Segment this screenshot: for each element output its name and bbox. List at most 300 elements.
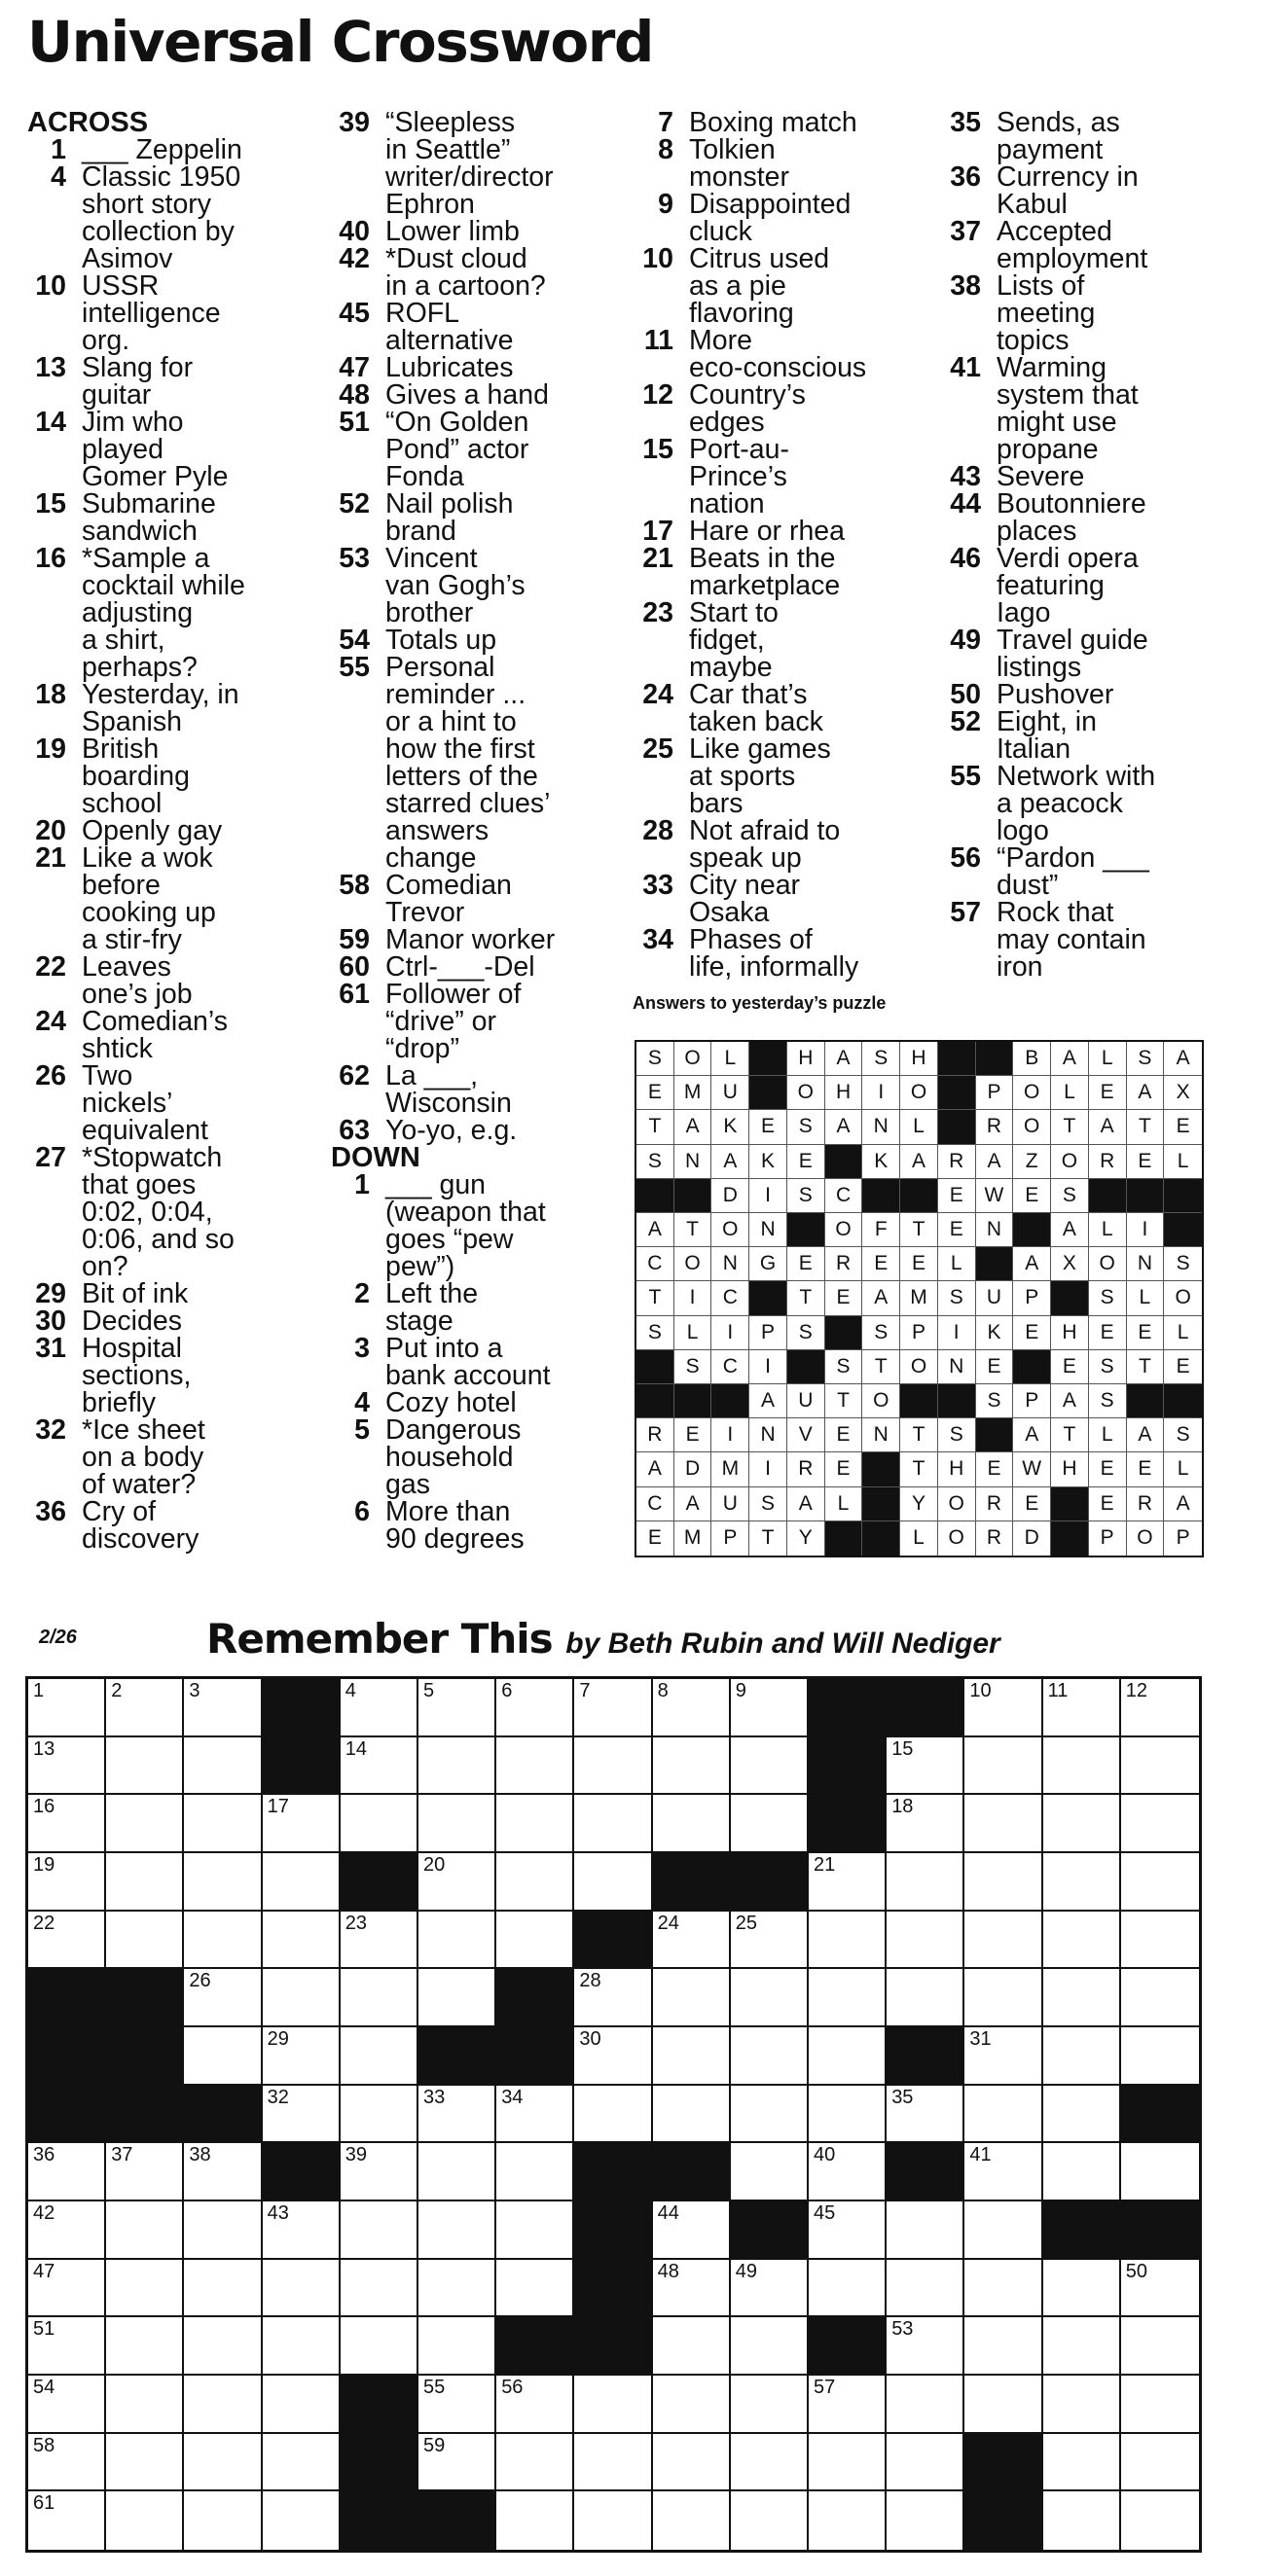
grid-cell[interactable] (964, 2376, 1042, 2434)
grid-cell[interactable] (28, 1853, 106, 1912)
grid-cell[interactable] (809, 2260, 887, 2318)
grid-cell[interactable] (809, 1912, 887, 1970)
grid-cell[interactable] (263, 2491, 341, 2550)
grid-cell[interactable] (263, 2434, 341, 2492)
down-clue-28[interactable] (635, 817, 931, 872)
grid-cell[interactable] (1121, 2317, 1199, 2376)
grid-cell[interactable] (496, 2143, 574, 2201)
grid-cell[interactable] (809, 2086, 887, 2144)
grid-cell[interactable] (574, 1853, 652, 1912)
clue-number: 5 (354, 1414, 370, 1446)
grid-cell[interactable] (574, 1795, 652, 1853)
clue-line: (weapon that (385, 1197, 546, 1228)
grid-cell[interactable] (964, 2027, 1042, 2086)
across-clue-53[interactable] (331, 545, 628, 626)
grid-cell[interactable] (731, 2086, 809, 2144)
across-clue-55[interactable] (331, 654, 628, 872)
grid-block (341, 2376, 418, 2434)
grid-cell[interactable] (964, 1912, 1042, 1970)
clue-number: 57 (950, 897, 981, 928)
grid-cell[interactable] (653, 2317, 731, 2376)
grid-cell[interactable] (263, 1795, 341, 1853)
grid-cell[interactable] (496, 2434, 574, 2492)
grid-cell[interactable] (731, 1912, 809, 1970)
grid-cell[interactable] (574, 2086, 652, 2144)
grid-cell[interactable] (1043, 2143, 1121, 2201)
grid-cell[interactable] (731, 1737, 809, 1796)
across-clue-54[interactable] (331, 626, 628, 654)
clue-line: change (385, 842, 477, 874)
grid-cell[interactable] (731, 2317, 809, 2376)
grid-cell[interactable] (263, 1853, 341, 1912)
grid-cell[interactable] (496, 1795, 574, 1853)
grid-cell[interactable] (1043, 1737, 1121, 1796)
grid-cell[interactable] (1121, 1795, 1199, 1853)
grid-cell[interactable] (731, 2491, 809, 2550)
grid-cell[interactable] (28, 1737, 106, 1796)
grid-cell[interactable] (809, 2027, 887, 2086)
grid-cell[interactable] (184, 2260, 262, 2318)
grid-cell[interactable] (731, 2260, 809, 2318)
grid-cell[interactable] (1043, 1679, 1121, 1737)
clue-text (673, 872, 931, 926)
grid-cell[interactable] (964, 2143, 1042, 2201)
grid-cell[interactable] (887, 2434, 964, 2492)
grid-cell[interactable] (1121, 2434, 1199, 2492)
down-clue-52[interactable] (942, 708, 1234, 763)
grid-cell[interactable] (731, 1795, 809, 1853)
across-clue-10[interactable] (27, 272, 319, 354)
grid-cell[interactable] (1043, 2434, 1121, 2492)
down-clue-50[interactable] (942, 681, 1234, 708)
grid-cell[interactable] (263, 2027, 341, 2086)
grid-cell[interactable] (341, 1679, 418, 1737)
down-clue-11[interactable] (635, 327, 931, 381)
clue-line: British (82, 733, 160, 765)
down-clue-7[interactable] (635, 109, 931, 136)
across-clue-30[interactable] (27, 1307, 319, 1335)
clue-number: 32 (35, 1414, 66, 1446)
answer-cell: W (1013, 1452, 1051, 1486)
across-clue-40[interactable] (331, 218, 628, 245)
grid-cell[interactable] (184, 1679, 262, 1737)
grid-cell[interactable] (1121, 1679, 1199, 1737)
down-clue-8[interactable] (635, 136, 931, 191)
grid-cell[interactable] (653, 2027, 731, 2086)
down-clue-37[interactable] (942, 218, 1234, 272)
answer-cell: E (636, 1076, 674, 1110)
across-clue-59[interactable] (331, 926, 628, 953)
grid-cell[interactable] (653, 2201, 731, 2260)
clue-number: 10 (35, 270, 66, 302)
grid-cell[interactable] (418, 1737, 496, 1796)
grid-cell[interactable] (574, 1737, 652, 1796)
grid-cell[interactable] (496, 2086, 574, 2144)
grid-cell[interactable] (496, 2376, 574, 2434)
grid-cell[interactable] (418, 1679, 496, 1737)
grid-cell[interactable] (28, 2260, 106, 2318)
grid-cell[interactable] (184, 2201, 262, 2260)
clue-number: 45 (339, 298, 370, 329)
grid-cell[interactable] (574, 1969, 652, 2027)
answer-cell: L (1164, 1145, 1202, 1179)
across-clue-18[interactable] (27, 681, 319, 735)
answer-cell: E (1164, 1110, 1202, 1144)
grid-cell[interactable] (341, 2143, 418, 2201)
grid-cell[interactable] (341, 2027, 418, 2086)
grid-cell[interactable] (809, 2491, 887, 2550)
answer-cell: N (862, 1418, 900, 1452)
grid-cell[interactable] (341, 2317, 418, 2376)
grid-cell[interactable] (28, 2143, 106, 2201)
grid-cell[interactable] (418, 2317, 496, 2376)
clue-text (981, 109, 1234, 163)
grid-cell[interactable] (184, 2143, 262, 2201)
grid-cell[interactable] (1043, 1795, 1121, 1853)
down-clue-15[interactable] (635, 436, 931, 518)
grid-cell[interactable] (341, 2086, 418, 2144)
down-clue-10[interactable] (635, 245, 931, 327)
grid-cell[interactable] (1121, 2260, 1199, 2318)
down-clue-55[interactable] (942, 763, 1234, 844)
grid-cell[interactable] (574, 2434, 652, 2492)
grid-cell[interactable] (964, 1795, 1042, 1853)
grid-cell[interactable] (809, 2143, 887, 2201)
across-clue-52[interactable] (331, 490, 628, 545)
grid-cell[interactable] (263, 2086, 341, 2144)
grid-cell[interactable] (653, 2434, 731, 2492)
grid-cell[interactable] (1043, 2491, 1121, 2550)
grid-cell[interactable] (887, 2201, 964, 2260)
grid-cell[interactable] (964, 2317, 1042, 2376)
grid-cell[interactable] (263, 2260, 341, 2318)
grid-cell[interactable] (418, 2260, 496, 2318)
grid-cell[interactable] (1043, 2317, 1121, 2376)
clue-line: stage (385, 1306, 454, 1337)
across-clue-42[interactable] (331, 245, 628, 300)
grid-cell[interactable] (653, 2260, 731, 2318)
grid-cell[interactable] (574, 2376, 652, 2434)
across-clue-19[interactable] (27, 735, 319, 817)
grid-cell[interactable] (28, 2434, 106, 2492)
down-clue-25[interactable] (635, 735, 931, 817)
grid-cell[interactable] (653, 2376, 731, 2434)
grid-cell[interactable] (1121, 1737, 1199, 1796)
grid-cell[interactable] (106, 1853, 184, 1912)
grid-cell[interactable] (184, 2434, 262, 2492)
answer-cell: Z (1013, 1145, 1051, 1179)
grid-cell[interactable] (653, 1679, 731, 1737)
grid-cell[interactable] (731, 1969, 809, 2027)
grid-cell[interactable] (418, 1853, 496, 1912)
grid-cell[interactable] (496, 1679, 574, 1737)
grid-cell[interactable] (341, 1737, 418, 1796)
grid-cell[interactable] (184, 1795, 262, 1853)
grid-cell[interactable] (887, 2260, 964, 2318)
grid-cell[interactable] (809, 1853, 887, 1912)
grid-cell[interactable] (184, 2027, 262, 2086)
grid-cell[interactable] (106, 2317, 184, 2376)
grid-cell[interactable] (341, 1969, 418, 2027)
grid-cell[interactable] (106, 2201, 184, 2260)
answer-cell: M (674, 1076, 712, 1110)
clue-line: La ___, (385, 1060, 479, 1091)
across-clue-27[interactable] (27, 1144, 319, 1280)
grid-cell[interactable] (106, 2260, 184, 2318)
grid-block (574, 2317, 652, 2376)
clue-line: ___ gun (385, 1169, 487, 1200)
clue-line: life, informally (689, 951, 859, 983)
clue-line: guitar (82, 379, 152, 411)
clue-number: 38 (950, 270, 981, 302)
grid-cell[interactable] (341, 1795, 418, 1853)
grid-cell[interactable] (418, 2434, 496, 2492)
answer-cell: T (825, 1384, 863, 1418)
grid-cell[interactable] (263, 1969, 341, 2027)
grid-cell[interactable] (1121, 1853, 1199, 1912)
grid-cell[interactable] (809, 2201, 887, 2260)
grid-cell[interactable] (418, 1969, 496, 2027)
across-clue-60[interactable] (331, 953, 628, 981)
across-clue-15[interactable] (27, 490, 319, 545)
grid-cell[interactable] (263, 2201, 341, 2260)
across-clue-62[interactable] (331, 1062, 628, 1117)
grid-cell[interactable] (341, 2260, 418, 2318)
across-clue-29[interactable] (27, 1280, 319, 1307)
down-clue-6[interactable] (331, 1498, 628, 1553)
grid-cell[interactable] (1043, 2376, 1121, 2434)
grid-cell[interactable] (418, 1912, 496, 1970)
across-clue-14[interactable] (27, 409, 319, 490)
answer-block (749, 1042, 787, 1076)
clue-line: Nail polish (385, 488, 514, 519)
grid-cell[interactable] (496, 2491, 574, 2550)
grid-cell[interactable] (496, 1912, 574, 1970)
grid-cell[interactable] (106, 1679, 184, 1737)
across-clue-20[interactable] (27, 817, 319, 844)
grid-cell[interactable] (964, 1679, 1042, 1737)
grid-cell[interactable] (28, 2201, 106, 2260)
grid-cell[interactable] (809, 2376, 887, 2434)
grid-cell[interactable] (418, 1795, 496, 1853)
grid-cell[interactable] (1121, 1912, 1199, 1970)
across-clue-63[interactable] (331, 1117, 628, 1144)
across-clue-48[interactable] (331, 381, 628, 409)
clue-line: fidget, (689, 625, 765, 656)
grid-cell[interactable] (1043, 1969, 1121, 2027)
down-clue-46[interactable] (942, 545, 1234, 626)
grid-cell[interactable] (653, 1912, 731, 1970)
down-clue-33[interactable] (635, 872, 931, 926)
grid-cell[interactable] (1043, 2260, 1121, 2318)
grid-cell[interactable] (418, 2143, 496, 2201)
grid-cell[interactable] (106, 2143, 184, 2201)
grid-cell[interactable] (184, 1737, 262, 1796)
grid-cell[interactable] (106, 1795, 184, 1853)
grid-cell[interactable] (653, 1969, 731, 2027)
clue-number: 51 (339, 407, 370, 438)
grid-cell[interactable] (653, 1795, 731, 1853)
grid-cell[interactable] (28, 1912, 106, 1970)
across-clue-47[interactable] (331, 354, 628, 381)
grid-cell[interactable] (28, 2491, 106, 2550)
grid-cell[interactable] (731, 2376, 809, 2434)
down-clue-3[interactable] (331, 1335, 628, 1389)
grid-cell[interactable] (809, 1969, 887, 2027)
down-clue-24[interactable] (635, 681, 931, 735)
answer-cell: X (1164, 1076, 1202, 1110)
grid-cell[interactable] (418, 2201, 496, 2260)
grid-cell[interactable] (184, 2317, 262, 2376)
grid-cell[interactable] (887, 1795, 964, 1853)
across-clue-36[interactable] (27, 1498, 319, 1553)
across-clue-32[interactable] (27, 1416, 319, 1498)
grid-cell[interactable] (574, 2027, 652, 2086)
down-clue-56[interactable] (942, 844, 1234, 899)
grid-cell[interactable] (1043, 1853, 1121, 1912)
down-clue-34[interactable] (635, 926, 931, 981)
grid-cell[interactable] (887, 2086, 964, 2144)
grid-cell[interactable] (1043, 1912, 1121, 1970)
clue-line: Cry of (82, 1496, 157, 1527)
grid-cell[interactable] (106, 2491, 184, 2550)
down-clue-5[interactable] (331, 1416, 628, 1498)
down-clue-17[interactable] (635, 518, 931, 545)
grid-cell[interactable] (964, 1737, 1042, 1796)
clue-number: 16 (35, 543, 66, 574)
down-clue-2[interactable] (331, 1280, 628, 1335)
grid-cell[interactable] (1043, 2086, 1121, 2144)
grid-cell[interactable] (574, 1679, 652, 1737)
grid-cell[interactable] (184, 1853, 262, 1912)
grid-cell[interactable] (964, 2086, 1042, 2144)
grid-cell[interactable] (263, 2376, 341, 2434)
grid-cell[interactable] (887, 1969, 964, 2027)
grid-cell[interactable] (263, 1912, 341, 1970)
grid-cell[interactable] (106, 2434, 184, 2492)
down-clue-38[interactable] (942, 272, 1234, 354)
across-clue-16[interactable] (27, 545, 319, 681)
grid-cell[interactable] (1121, 2143, 1199, 2201)
down-clue-35[interactable] (942, 109, 1234, 163)
grid-cell[interactable] (653, 2491, 731, 2550)
grid-cell[interactable] (184, 2491, 262, 2550)
across-clue-26[interactable] (27, 1062, 319, 1144)
grid-cell[interactable] (1121, 2491, 1199, 2550)
clue-line: cluck (689, 216, 752, 247)
grid-cell[interactable] (887, 2491, 964, 2550)
across-clue-24[interactable] (27, 1008, 319, 1062)
grid-cell[interactable] (496, 1853, 574, 1912)
grid-cell[interactable] (1043, 2027, 1121, 2086)
answer-cell: E (1013, 1316, 1051, 1350)
down-clue-9[interactable] (635, 191, 931, 245)
down-clue-49[interactable] (942, 626, 1234, 681)
grid-cell[interactable] (496, 2260, 574, 2318)
grid-cell[interactable] (887, 1912, 964, 1970)
grid-cell[interactable] (106, 2376, 184, 2434)
across-clue-39[interactable] (331, 109, 628, 218)
grid-cell[interactable] (1121, 1969, 1199, 2027)
answer-block (674, 1179, 712, 1213)
down-clue-57[interactable] (942, 899, 1234, 981)
across-clue-21[interactable] (27, 844, 319, 953)
clue-line: Dangerous (385, 1414, 522, 1446)
across-clue-58[interactable] (331, 872, 628, 926)
grid-cell[interactable] (1121, 2376, 1199, 2434)
down-clue-23[interactable] (635, 599, 931, 681)
down-clue-1[interactable] (331, 1171, 628, 1280)
across-clue-1[interactable] (27, 136, 319, 163)
grid-cell[interactable] (731, 2143, 809, 2201)
grid-cell[interactable] (106, 1912, 184, 1970)
answer-cell: O (1164, 1281, 1202, 1315)
grid-cell[interactable] (731, 1679, 809, 1737)
grid-cell[interactable] (731, 2434, 809, 2492)
grid-cell[interactable] (964, 2201, 1042, 2260)
grid-cell[interactable] (106, 1737, 184, 1796)
grid-cell[interactable] (653, 1737, 731, 1796)
grid-cell[interactable] (887, 2376, 964, 2434)
down-clue-41[interactable] (942, 354, 1234, 463)
grid-cell[interactable] (653, 2086, 731, 2144)
grid-cell[interactable] (964, 1853, 1042, 1912)
grid-cell[interactable] (28, 2376, 106, 2434)
across-clue-4[interactable] (27, 163, 319, 272)
across-clue-31[interactable] (27, 1335, 319, 1416)
grid-cell[interactable] (887, 1853, 964, 1912)
across-clue-61[interactable] (331, 981, 628, 1062)
clue-text (66, 490, 319, 545)
down-clue-43[interactable] (942, 463, 1234, 490)
clue-line: Lubricates (385, 352, 514, 383)
grid-cell[interactable] (28, 2317, 106, 2376)
grid-cell[interactable] (574, 2491, 652, 2550)
down-clue-36[interactable] (942, 163, 1234, 218)
answer-cell: L (1051, 1076, 1089, 1110)
grid-cell[interactable] (964, 2260, 1042, 2318)
clue-number: 33 (642, 870, 673, 901)
grid-cell[interactable] (1121, 2027, 1199, 2086)
across-clue-45[interactable] (331, 300, 628, 354)
down-clue-21[interactable] (635, 545, 931, 599)
grid-cell[interactable] (184, 1912, 262, 1970)
down-clue-4[interactable] (331, 1389, 628, 1416)
grid-cell[interactable] (418, 2376, 496, 2434)
across-clue-13[interactable] (27, 354, 319, 409)
grid-cell[interactable] (731, 2027, 809, 2086)
grid-cell[interactable] (496, 1737, 574, 1796)
grid-cell[interactable] (496, 2201, 574, 2260)
grid-cell[interactable] (887, 1737, 964, 1796)
grid-cell[interactable] (887, 2317, 964, 2376)
grid-cell[interactable] (184, 2376, 262, 2434)
across-clue-51[interactable] (331, 409, 628, 490)
grid-cell[interactable] (28, 1679, 106, 1737)
grid-cell[interactable] (964, 1969, 1042, 2027)
grid-cell[interactable] (418, 2086, 496, 2144)
grid-cell[interactable] (809, 2434, 887, 2492)
grid-cell[interactable] (28, 1795, 106, 1853)
grid-cell[interactable] (341, 1912, 418, 1970)
grid-cell[interactable] (184, 1969, 262, 2027)
across-clue-22[interactable] (27, 953, 319, 1008)
clue-line: short story (82, 189, 212, 220)
down-clue-44[interactable] (942, 490, 1234, 545)
grid-cell[interactable] (263, 2317, 341, 2376)
down-clue-12[interactable] (635, 381, 931, 436)
grid-cell[interactable] (341, 2201, 418, 2260)
